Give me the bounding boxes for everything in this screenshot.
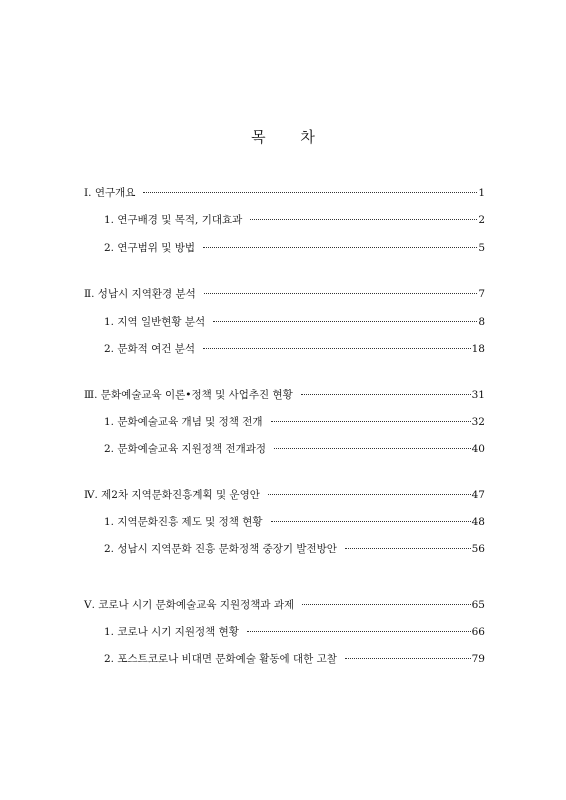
dot-leader — [203, 348, 471, 349]
dot-leader — [302, 604, 470, 605]
toc-section-2-1[interactable] — [104, 314, 485, 330]
toc-section-4-2[interactable] — [104, 541, 485, 557]
toc-label: 1. 문화예술교육 개념 및 정책 전개 — [104, 416, 263, 428]
dot-leader — [250, 219, 477, 220]
dot-leader — [204, 293, 478, 294]
toc-chapter-5[interactable] — [84, 597, 485, 613]
dot-leader — [143, 192, 477, 193]
toc-chapter-1[interactable] — [84, 185, 485, 201]
dot-leader — [274, 448, 471, 449]
toc-page-number: 47 — [471, 489, 485, 501]
toc-label: 2. 문화적 여건 분석 — [104, 343, 196, 355]
toc-page-number: 32 — [471, 416, 485, 428]
toc-label: 2. 포스트코로나 비대면 문화예술 활동에 대한 고찰 — [104, 653, 337, 665]
toc-section-5-2[interactable] — [104, 651, 485, 667]
dot-leader — [345, 658, 471, 659]
toc-label: 1. 코로나 시기 지원정책 현황 — [104, 626, 239, 638]
toc-page-number: 18 — [471, 343, 485, 355]
toc-section-3-1[interactable] — [104, 414, 485, 430]
toc-label: 1. 지역 일반현황 분석 — [104, 316, 206, 328]
toc-page-number: 48 — [471, 516, 485, 528]
toc-page-number: 66 — [471, 626, 485, 638]
toc-label: Ⅰ. 연구개요 — [84, 187, 136, 199]
toc-page-number: 40 — [471, 443, 485, 455]
toc-label: Ⅲ. 문화예술교육 이론•정책 및 사업추진 현황 — [84, 389, 293, 401]
dot-leader — [268, 494, 471, 495]
toc-section-5-1[interactable] — [104, 624, 485, 640]
toc-page-number: 5 — [478, 242, 485, 254]
toc-page-number: 79 — [471, 653, 485, 665]
toc-label: Ⅴ. 코로나 시기 문화예술교육 지원정책과 과제 — [84, 599, 295, 611]
toc-chapter-3[interactable] — [84, 387, 485, 403]
toc-section-3-2[interactable] — [104, 441, 485, 457]
toc-label: 2. 문화예술교육 지원정책 전개과정 — [104, 443, 267, 455]
toc-label: 1. 지역문화진흥 제도 및 정책 현황 — [104, 516, 263, 528]
toc-label: Ⅳ. 제2차 지역문화진흥계획 및 운영안 — [84, 489, 260, 501]
toc-section-4-1[interactable] — [104, 514, 485, 530]
toc-page-number: 56 — [471, 543, 485, 555]
toc-chapter-2[interactable] — [84, 286, 485, 302]
dot-leader — [301, 394, 471, 395]
page-title: 목 차 — [251, 128, 315, 146]
toc-label: 1. 연구배경 및 목적, 기대효과 — [104, 214, 243, 226]
toc-page-number: 65 — [471, 599, 485, 611]
toc-chapter-4[interactable] — [84, 487, 485, 503]
dot-leader — [213, 321, 477, 322]
dot-leader — [247, 631, 471, 632]
toc-section-2-2[interactable] — [104, 341, 485, 357]
toc-page-number: 31 — [471, 389, 485, 401]
dot-leader — [271, 521, 471, 522]
toc-page-number: 1 — [478, 187, 485, 199]
toc-page-number: 8 — [478, 316, 485, 328]
toc-page-number: 7 — [478, 288, 485, 300]
toc-section-1-2[interactable] — [104, 240, 485, 256]
toc-label: Ⅱ. 성남시 지역환경 분석 — [84, 288, 196, 300]
toc-section-1-1[interactable] — [104, 212, 485, 228]
toc-label: 2. 연구범위 및 방법 — [104, 242, 196, 254]
dot-leader — [271, 421, 471, 422]
toc-label: 2. 성남시 지역문화 진흥 문화정책 중장기 발전방안 — [104, 543, 337, 555]
toc-page-number: 2 — [478, 214, 485, 226]
dot-leader — [345, 548, 471, 549]
dot-leader — [203, 247, 477, 248]
